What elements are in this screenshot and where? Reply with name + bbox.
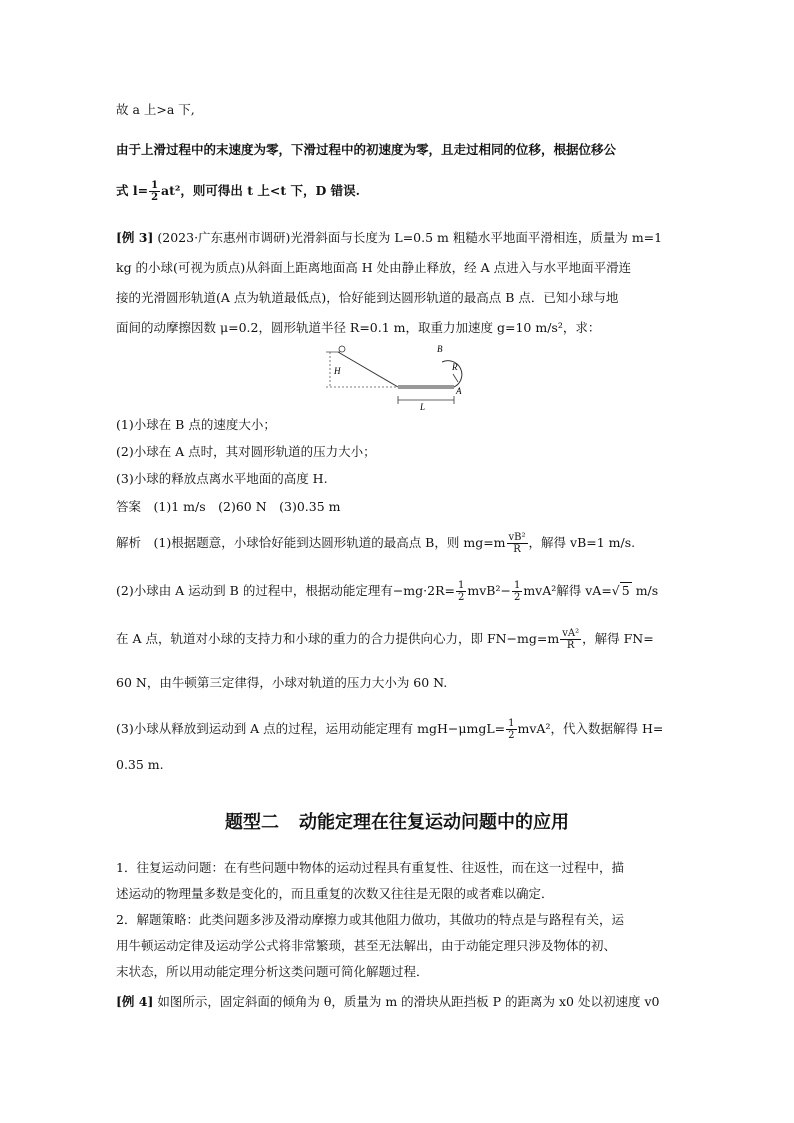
fraction [149, 180, 160, 203]
ball [339, 346, 345, 352]
answer-line: 答案 (1)1 m/s (2)60 N (3)0.35 m [116, 499, 341, 514]
question-1: (1)小球在 B 点的速度大小； [116, 417, 276, 432]
label-B: B [437, 344, 443, 354]
fraction [560, 628, 581, 651]
text-line [116, 180, 684, 203]
rough-ground [398, 385, 454, 389]
denominator: 2 [508, 730, 515, 741]
text-fragment: 如图所示，固定斜面的倾角为 θ，质量为 m 的滑块从距挡板 P 的距离为 x0 处以初速度 v0 [157, 994, 660, 1009]
solution-line [116, 532, 684, 555]
text-fragment: ，解得 FN= [582, 631, 654, 646]
numerator: 1 [151, 180, 159, 191]
text-fragment: 解析 (1)根据题意，小球恰好能到达圆形轨道的最高点 B，则 mg=m [116, 535, 506, 550]
paragraph-line: 2．解题策略：此类问题多涉及滑动摩擦力或其他阻力做功，其做功的特点是与路程有关，运 [116, 912, 624, 927]
denominator: 2 [457, 592, 465, 603]
solution-line [116, 580, 684, 603]
solution-line: 60 N，由牛顿第三定律得，小球对轨道的压力大小为 60 N. [116, 675, 448, 690]
radius-line [453, 374, 458, 382]
text-fragment: (2023·广东惠州市调研)光滑斜面与长度为 L=0.5 m 粗糙水平地面平滑相连，质量为 m=1 [157, 230, 663, 245]
denominator: 2 [151, 192, 159, 203]
text-line: 面间的动摩擦因数 μ=0.2，圆形轨道半径 R=0.1 m，取重力加速度 g=10 m/s²，求： [116, 320, 601, 335]
text-fragment: (3)小球从释放到运动到 A 点的过程，运用动能定理有 mgH−μmgL= [116, 721, 506, 736]
text-fragment: 在 A 点，轨道对小球的支持力和小球的重力的合力提供向心力，即 FN−mg=m [116, 631, 560, 646]
numerator: vB² [508, 532, 526, 543]
text-fragment: 式 l= [116, 183, 149, 198]
label-R: R [452, 362, 458, 372]
text-fragment: at²，则可得出 t 上<t 下，D 错误. [161, 183, 361, 198]
label-A: A [456, 386, 462, 396]
text-line: 故 a 上>a 下, [116, 102, 195, 117]
fraction [507, 532, 528, 555]
example-tag: [例 3] [116, 230, 154, 245]
heading-label: 题型二 [225, 812, 279, 833]
incline-line [338, 352, 398, 387]
paragraph-line: 1．往复运动问题：在有些问题中物体的运动过程具有重复性、往返性，而在这一过程中，描 [116, 860, 624, 875]
denominator: R [566, 640, 575, 651]
text-fragment: mvA²解得 vA=√ [523, 583, 620, 598]
section-heading [0, 808, 794, 834]
text-line: kg 的小球(可视为质点)从斜面上距离地面高 H 处由静止释放，经 A 点进入与水平地面平滑连 [116, 260, 632, 275]
heading-title: 动能定理在往复运动问题中的应用 [299, 812, 569, 833]
paragraph-line [116, 992, 684, 1012]
text-fragment: ，解得 vB=1 m/s. [528, 535, 636, 550]
question-2: (2)小球在 A 点时，其对圆形轨道的压力大小； [116, 444, 376, 459]
denominator: R [513, 544, 521, 555]
question-3: (3)小球的释放点离水平地面的高度 H. [116, 471, 328, 486]
fraction [506, 718, 516, 741]
text-fragment: m/s [631, 583, 659, 598]
text-fragment: mvA²，代入数据解得 H= [517, 721, 664, 736]
text-line [116, 228, 684, 248]
incline-loop-diagram [320, 342, 480, 412]
numerator: 1 [513, 580, 521, 591]
solution-line: 0.35 m. [116, 757, 164, 772]
paragraph-line: 末状态，所以用动能定理分析这类问题可简化解题过程． [116, 964, 429, 979]
fraction [512, 580, 522, 603]
denominator: 2 [513, 592, 521, 603]
text-line: 接的光滑圆形轨道(A 点为轨道最低点)，恰好能到达圆形轨道的最高点 B 点．已知小球与地 [116, 290, 619, 305]
label-L: L [420, 402, 426, 412]
fraction [456, 580, 466, 603]
paragraph-line: 述运动的物理量多数是变化的，而且重复的次数又往往是无限的或者难以确定． [116, 886, 554, 901]
paragraph-line: 用牛顿运动定律及运动学公式将非常繁琐，甚至无法解出，由于动能定理只涉及物体的初、 [116, 938, 617, 953]
example-tag: [例 4] [116, 994, 154, 1009]
solution-line [116, 628, 684, 651]
text-fragment: mvB²− [467, 583, 511, 598]
label-H: H [334, 366, 341, 376]
text-line: 由于上滑过程中的末速度为零，下滑过程中的初速度为零，且走过相同的位移，根据位移公 [116, 142, 617, 157]
radicand: 5 [621, 583, 630, 598]
numerator: 1 [508, 718, 515, 729]
numerator: 1 [457, 580, 465, 591]
solution-line [116, 718, 684, 741]
numerator: vA² [562, 628, 580, 639]
text-fragment: (2)小球由 A 运动到 B 的过程中，根据动能定理有−mg·2R= [116, 583, 455, 598]
